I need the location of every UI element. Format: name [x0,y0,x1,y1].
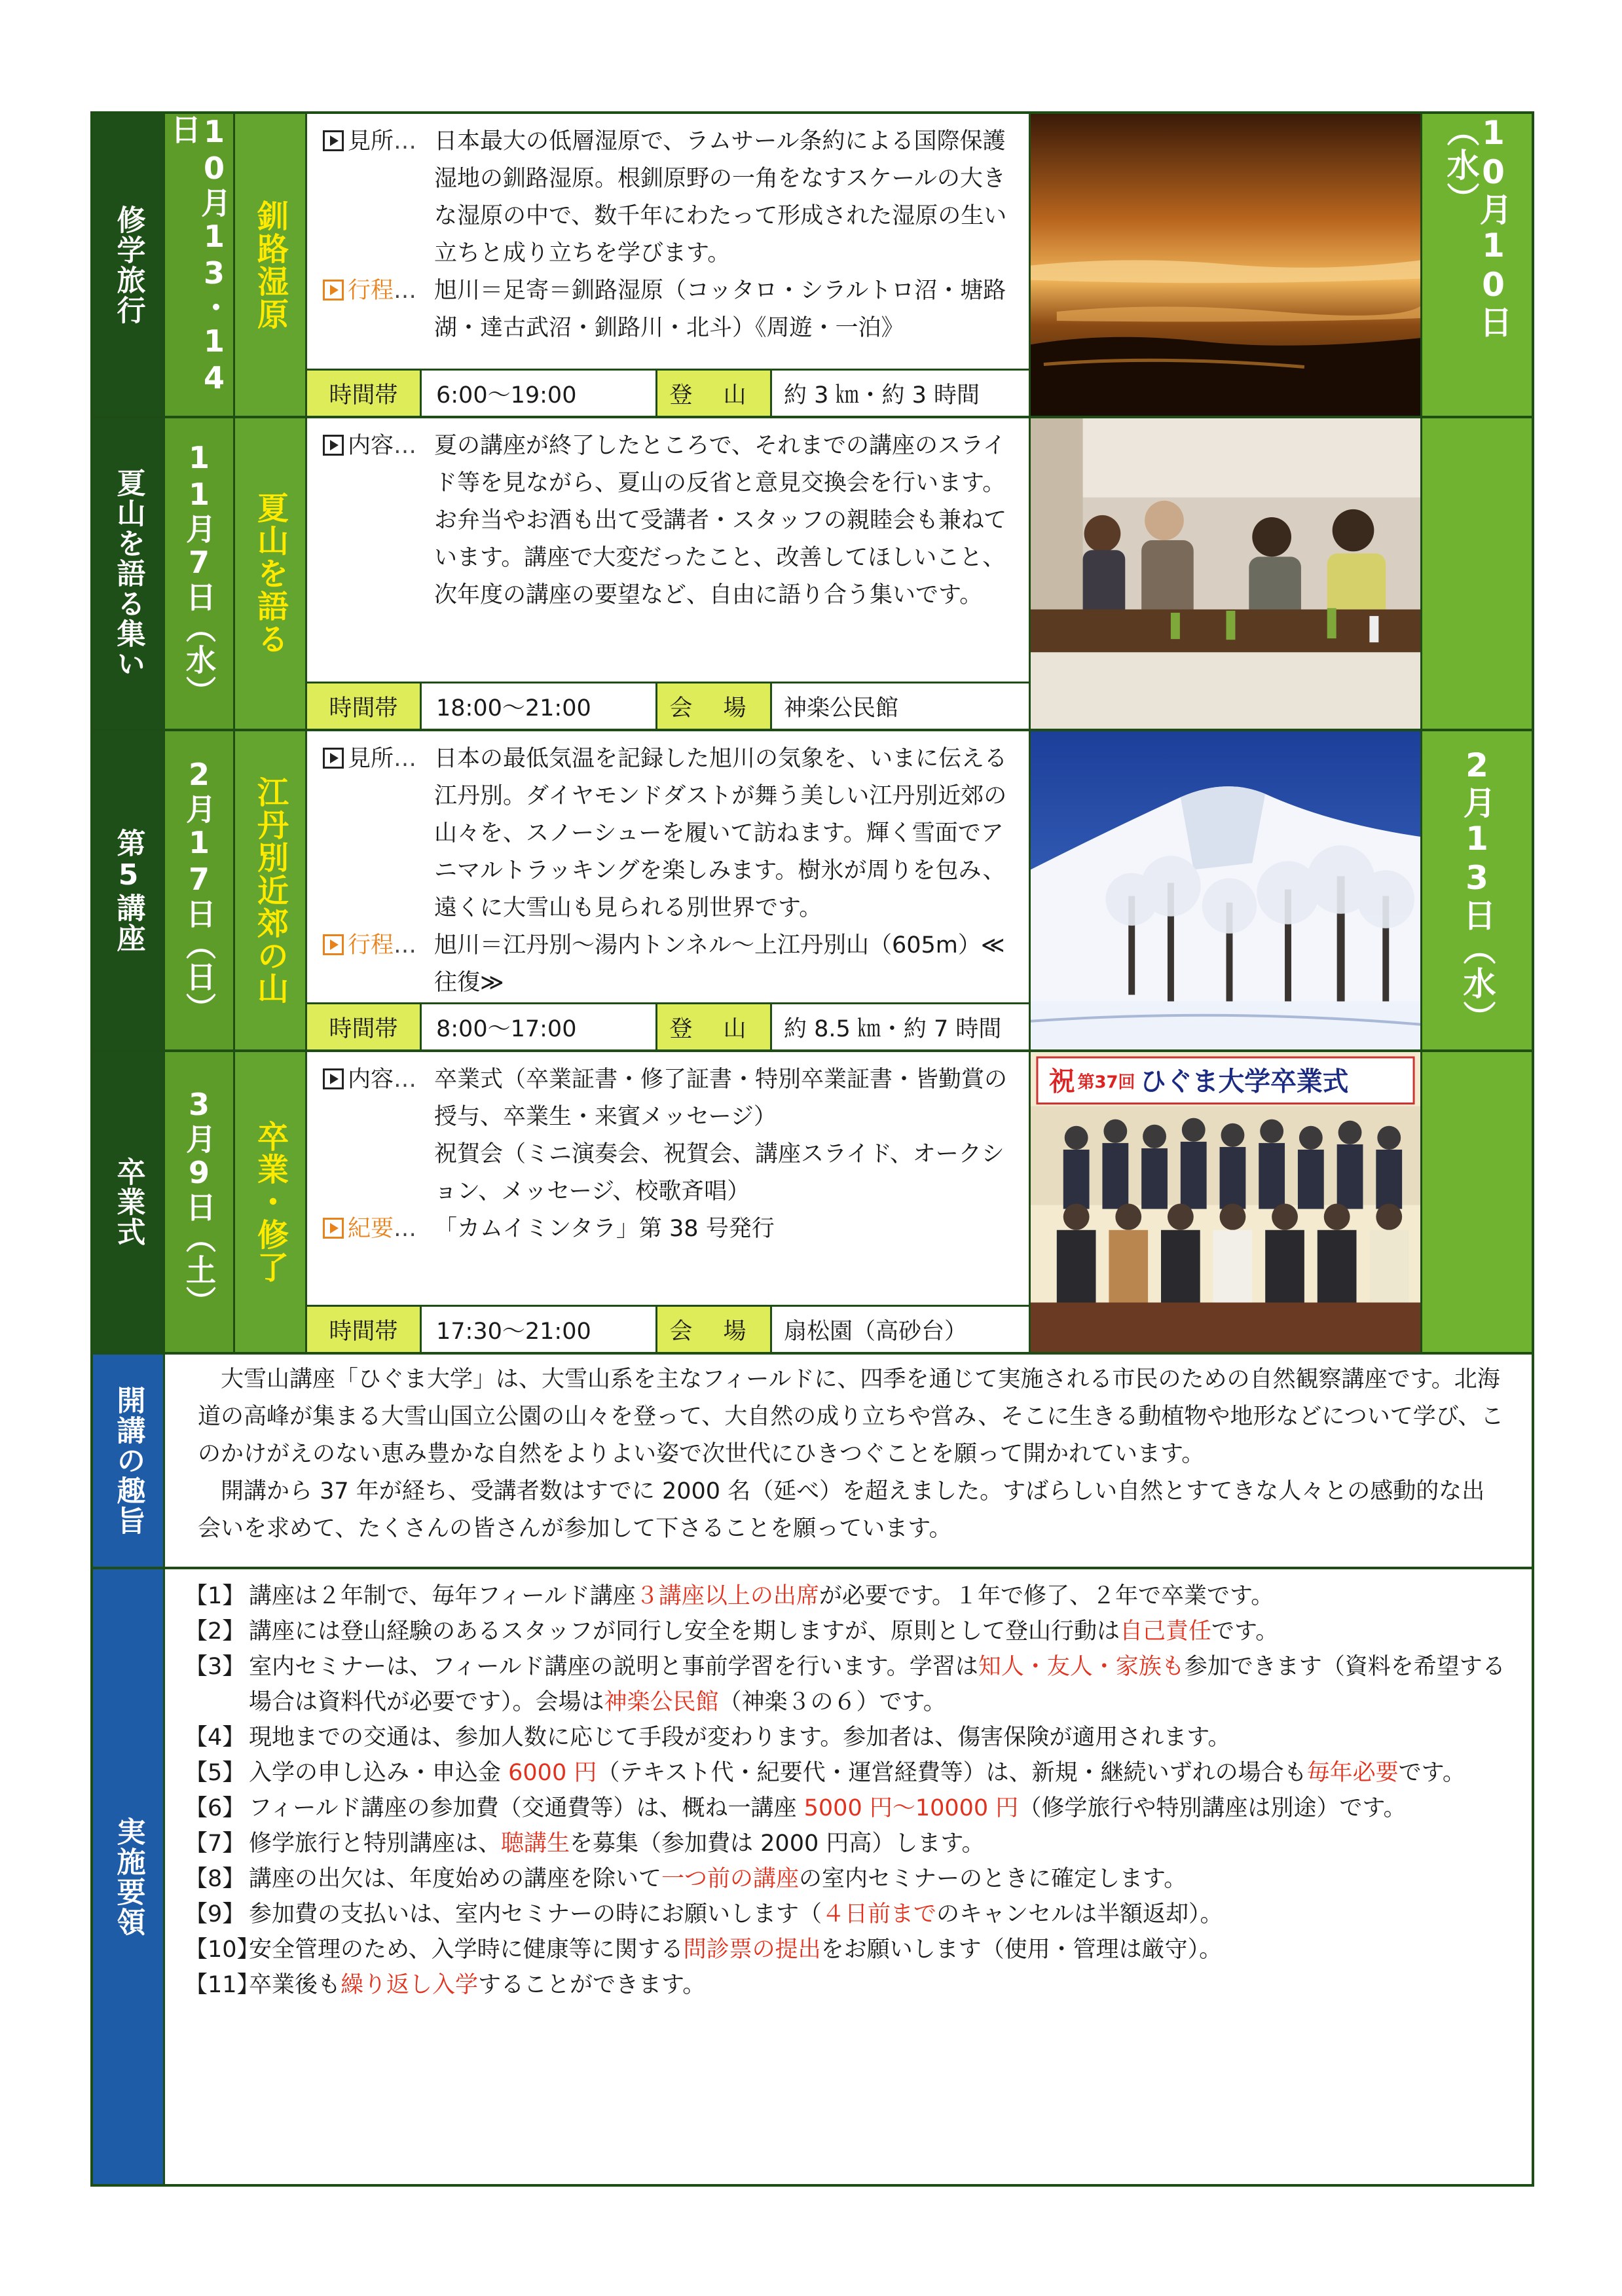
desc-paragraph: 内容… 卒業式（卒業証書・修了証書・特別卒業証書・皆勤賞の授与、卒業生・来賓メッセージ） [323,1061,1020,1136]
desc-label: 行程… [323,927,416,964]
rule-text: 安全管理のため、入学時に健康等に関する [249,1937,684,1963]
row-date: 2月17日（日） [165,731,235,1049]
time-value: 8:00～17:00 [422,1004,657,1049]
intro-label: 開講の趣旨 [93,1355,165,1567]
rule-highlight: 毎年必要 [1306,1760,1399,1786]
row-date: 10月13・14日 [165,114,235,416]
rule-item [185,1897,1519,1932]
info-label: 会 場 [657,1307,772,1352]
rule-item [185,1791,1519,1826]
rule-number: 【10】 [185,1937,260,1963]
desc-paragraph: 紀要… 「カムイミンタラ」第 38 号発行 [323,1211,1020,1248]
rule-text: （神楽３の６）です。 [718,1689,946,1715]
row-footer [307,1305,1029,1352]
rule-highlight: 一つ前の講座 [661,1866,800,1892]
info-value: 扇松園（高砂台） [784,1318,968,1345]
rule-text: 修学旅行と特別講座は、 [249,1831,502,1857]
row-title: 夏山を語る [235,418,307,729]
time-value: 18:00～21:00 [422,683,657,729]
rule-number: 【2】 [185,1618,246,1645]
rule-text: フィールド講座の参加費（交通費等）は、概ね一講座 [249,1795,804,1821]
rules-section [93,1569,1532,2184]
rule-highlight: 5000 円～10000 円 [803,1795,1019,1821]
row-description [307,418,1029,682]
row-title: 釧路湿原 [235,114,307,416]
row-description [307,114,1029,369]
play-icon [323,280,344,301]
rule-item [185,1614,1519,1649]
rule-text: （修学旅行や特別講座は別途）です。 [1018,1795,1407,1821]
rule-text: のキャンセルは半額返却）。 [936,1901,1223,1927]
intro-paragraph: 大雪山講座「ひぐま大学」は、大雪山系を主なフィールドに、四季を通じて実施される市民のための自然観察講座です。北海道の高峰が集まる大雪山国立公園の山々を登って、大自然の成り立ちや営み、そこに生きる動植物や地形などについて学び、このかけがえのない恵み豊かな自然をよりよい姿で次世代にひきつぐことを願って開かれています。 [198,1366,1504,1467]
desc-label: 紀要… [323,1211,416,1248]
time-label: 時間帯 [307,1004,422,1049]
schedule-row-summer [93,418,1532,731]
rule-text: の室内セミナーのときに確定します。 [799,1866,1187,1892]
rule-number: 【8】 [185,1866,246,1892]
rule-highlight: 6000 円 [508,1760,597,1786]
rule-text: です。 [1211,1618,1279,1645]
rules-list [165,1569,1532,2184]
schedule-row-graduation [93,1052,1532,1355]
intro-paragraph: 開講から 37 年が経ち、受講者数はすでに 2000 名（延べ）を超えました。すばらしい自然とすてきな人々との感動的な出会いを求めて、たくさんの皆さんが参加して下さることを願っています。 [198,1478,1485,1542]
rule-item [185,1932,1519,1967]
svg-text:祝: 祝 [1048,1066,1075,1097]
rule-highlight: 自己責任 [1120,1618,1212,1645]
rule-text: です。 [1398,1760,1465,1786]
rule-text: 講座の出欠は、年度始めの講座を除いて [249,1866,662,1892]
rule-item [185,1578,1519,1614]
intro-section [93,1355,1532,1569]
schedule-row-etanbetsu [93,731,1532,1052]
info-value: 約 8.5 ㎞・約 7 時間 [784,1015,1002,1042]
info-label: 登 山 [657,1004,772,1049]
meeting-photo [1029,418,1420,729]
desc-label: 見所… [323,740,416,778]
seminar-date: 10月10日（水） [1420,114,1532,416]
rule-number: 【7】 [185,1831,246,1857]
rule-text: 講座には登山経験のあるスタッフが同行し安全を期しますが、原則として登山行動は [249,1618,1120,1645]
desc-label: 内容… [323,428,416,465]
row-footer [307,369,1029,416]
rule-item [185,1967,1519,2003]
rule-number: 【4】 [185,1724,246,1751]
rule-number: 【9】 [185,1901,246,1927]
time-value: 17:30～21:00 [422,1307,657,1352]
row-date: 11月7日（水） [165,418,235,729]
rule-text: することができます。 [478,1972,706,1998]
desc-paragraph: 見所… 日本の最低気温を記録した旭川の気象を、いまに伝える江丹別。ダイヤモンドダストが舞う美しい江丹別近郊の山々を、スノーシューを履いて訪ねます。輝く雪面でアニマルトラッキングを楽しみます。樹氷が周りを包み、遠くに大雪山も見られる別世界です。 [323,740,1020,927]
rule-text: 講座は２年制で、毎年フィールド講座 [249,1583,636,1609]
row-footer [307,682,1029,729]
time-label: 時間帯 [307,1307,422,1352]
row-title: 卒業・修了 [235,1052,307,1352]
row-category: 修学旅行 [93,114,165,416]
desc-label: 見所… [323,123,416,160]
snow-mountain-photo [1029,731,1420,1049]
seminar-date: 2月13日（水） [1420,731,1532,1049]
row-footer [307,1002,1029,1049]
info-label: 登 山 [657,371,772,416]
rule-highlight: 知人・友人・家族も [978,1654,1185,1680]
wetland-sunset-photo [1029,114,1420,416]
rule-item [185,1649,1519,1720]
seminar-date [1420,418,1532,729]
rule-number: 【1】 [185,1583,246,1609]
rules-label: 実施要領 [93,1569,165,2184]
desc-paragraph: 行程… 旭川＝江丹別～湯内トンネル～上江丹別山（605m）≪往復≫ [323,927,1020,1002]
rule-number: 【5】 [185,1760,246,1786]
graduation-group-photo [1029,1052,1420,1352]
time-label: 時間帯 [307,683,422,729]
rule-text: 参加費の支払いは、室内セミナーの時にお願いします（ [249,1901,822,1927]
rule-item [185,1861,1519,1897]
time-value: 6:00～19:00 [422,371,657,416]
rule-text: が必要です。１年で修了、２年で卒業です。 [819,1583,1274,1609]
desc-paragraph: 祝賀会（ミニ演奏会、祝賀会、講座スライド、オークション、メッセージ、校歌斉唱） [434,1141,1005,1205]
play-icon [323,435,344,456]
info-value: 約 3 ㎞・約 3 時間 [784,382,980,409]
rule-text: （テキスト代・紀要代・運営経費等）は、新規・継続いずれの場合も [597,1760,1307,1786]
rule-text: 現地までの交通は、参加人数に応じて手段が変わります。参加者は、傷害保険が適用されます。 [249,1724,1231,1751]
row-date: 3月9日（土） [165,1052,235,1352]
desc-paragraph: 内容… 夏の講座が終了したところで、それまでの講座のスライド等を見ながら、夏山の反省と意見交換会を行います。お弁当やお酒も出て受講者・スタッフの親睦会も兼ねています。講座で大変だったこと、改善してほしいこと、次年度の講座の要望など、自由に語り合う集いです。 [323,428,1020,614]
rule-highlight: ４日前まで [822,1901,937,1927]
info-label: 会 場 [657,683,772,729]
rule-highlight: ３講座以上の出席 [635,1583,819,1609]
rule-item [185,1720,1519,1755]
row-category: 第5講座 [93,731,165,1049]
rule-text: 参加できます（資料を希望する場合は資料代が必要です）。会場は [249,1654,1505,1715]
rule-item [185,1755,1519,1791]
desc-paragraph: 見所… 日本最大の低層湿原で、ラムサール条約による国際保護湿地の釧路湿原。根釧原野の一角をなすスケールの大きな湿原の中で、数千年にわたって形成された湿原の生い立ちと成り立ちを学びます。 [323,123,1020,272]
rule-text: 室内セミナーは、フィールド講座の説明と事前学習を行います。学習は [249,1654,978,1680]
rule-text: をお願いします（使用・管理は厳守）。 [820,1937,1223,1963]
rule-text: 入学の申し込み・申込金 [249,1760,509,1786]
play-icon [323,934,344,955]
rule-number: 【11】 [185,1972,260,1998]
rule-highlight: 問診票の提出 [683,1937,821,1963]
play-icon [323,1068,344,1089]
play-icon [323,748,344,769]
rule-highlight: 繰り返し入学 [341,1972,479,1998]
rule-number: 【6】 [185,1795,246,1821]
row-description [307,1052,1029,1305]
rule-item [185,1826,1519,1861]
desc-paragraph: 行程… 旭川＝足寄＝釧路湿原（コッタロ・シラルトロ沼・塘路湖・達古武沼・釧路川・北斗）《周遊・一泊》 [323,272,1020,347]
desc-label: 内容… [323,1061,416,1099]
intro-text [165,1355,1532,1567]
rule-highlight: 聴講生 [501,1831,570,1857]
schedule-sheet [90,111,1534,2187]
desc-label: 行程… [323,272,416,310]
row-title: 江丹別近郊の山 [235,731,307,1049]
rule-number: 【3】 [185,1654,246,1680]
seminar-date [1420,1052,1532,1352]
row-category: 夏山を語る集い [93,418,165,729]
row-category: 卒業式 [93,1052,165,1352]
rule-text: 卒業後も [249,1972,341,1998]
play-icon [323,130,344,151]
time-label: 時間帯 [307,371,422,416]
svg-text:ひぐま大学卒業式: ひぐま大学卒業式 [1140,1066,1349,1097]
play-icon [323,1218,344,1239]
info-value: 神楽公民館 [784,695,899,721]
rule-text: を募集（参加費は 2000 円高）します。 [570,1831,985,1857]
svg-text:第37回: 第37回 [1077,1072,1135,1093]
row-description [307,731,1029,1002]
schedule-row-kushiro [93,114,1532,418]
rule-highlight: 神楽公民館 [604,1689,719,1715]
